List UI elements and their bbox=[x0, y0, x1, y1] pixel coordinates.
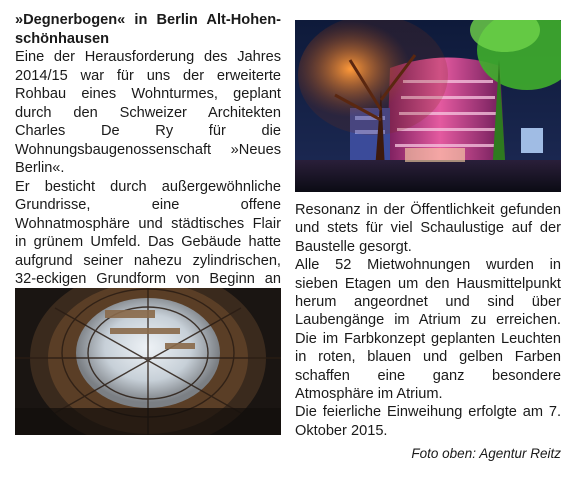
photo-credit: Foto oben: Agentur Reitz bbox=[411, 446, 561, 461]
left-column bbox=[15, 11, 281, 307]
paragraph-resonance: Resonanz in der Öffentlichkeit gefunden und stets für viel Schaulustige auf der Baustelle gesorgt. bbox=[295, 202, 561, 255]
article-title: »Degnerbogen« in Berlin Alt-Hohen-schönhausen bbox=[15, 12, 281, 47]
paragraph-inauguration: Die feierliche Einweihung erfolgte am 7. Oktober 2015. bbox=[295, 404, 561, 439]
right-column bbox=[295, 201, 561, 440]
paragraph-description: Er besticht durch außergewöhnliche Grundrisse, eine offene Wohnatmosphäre und städtisches Flair in grünem Umfeld. Das Gebäude hatte aufgrund seiner nahezu zylindrischen, 32-eckigen Grundform von Beginn an bbox=[15, 178, 281, 287]
paragraph-apartments: Alle 52 Mietwohnungen wurden in sieben Etagen um den Hausmittelpunkt herum angeordnet und sind über Laubengänge im Atrium zu erreichen. Die im Farbkonzept geplanten Leuchten in roten, blauen und gelben Farben schaffen eine ganz besondere Atmosphäre im Atrium. bbox=[295, 257, 561, 403]
photo-atrium-construction bbox=[15, 288, 281, 435]
photo-building-night bbox=[295, 20, 561, 192]
paragraph-intro: Eine der Herausforderung des Jahres 2014/15 war für uns der erweiterte Rohbau eines Wohnturmes, geplant durch den Schweizer Architekten Charles De Ry für die Wohnungsbaugenossenschaft »Neues Berlin«. bbox=[15, 49, 281, 176]
